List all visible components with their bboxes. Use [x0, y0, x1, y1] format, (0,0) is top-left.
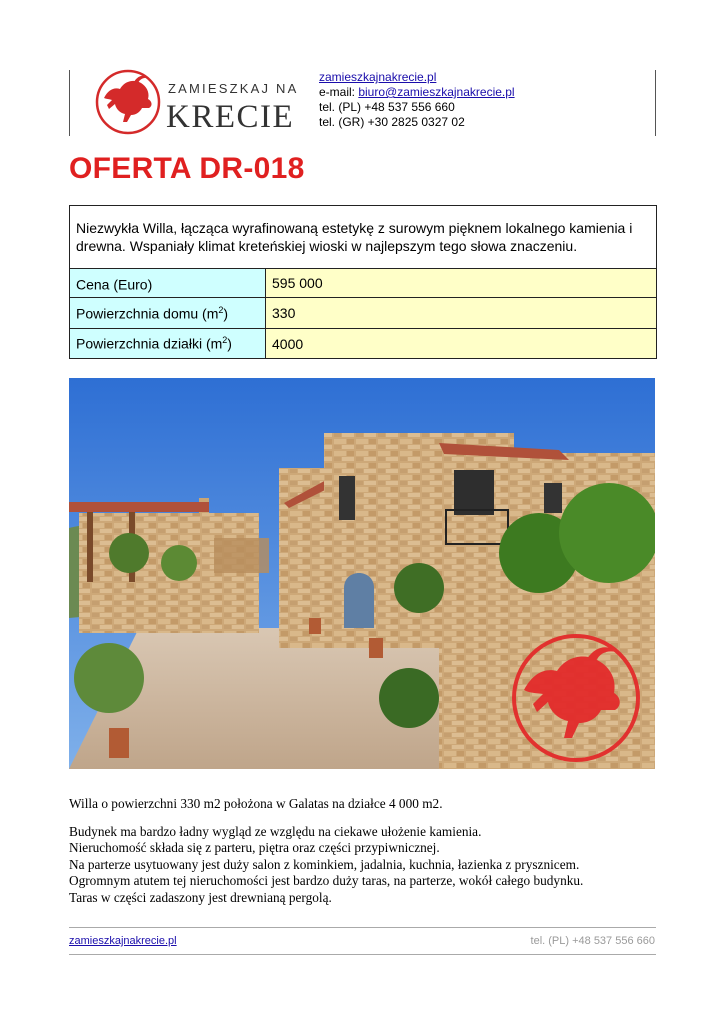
footer-website-link[interactable]: zamieszkajnakrecie.pl: [69, 935, 177, 947]
website-link[interactable]: zamieszkajnakrecie.pl: [319, 70, 437, 84]
contact-block: [319, 70, 515, 130]
phone-gr: tel. (GR) +30 2825 0327 02: [319, 115, 465, 129]
email-link[interactable]: biuro@zamieszkajnakrecie.pl: [358, 85, 515, 99]
footer-rule-top: [69, 927, 656, 928]
footer-phone: tel. (PL) +48 537 556 660: [530, 935, 655, 947]
row-value: 4000: [266, 329, 657, 359]
right-rule: [655, 70, 656, 136]
body-paragraph-1: Willa o powierzchni 330 m2 położona w Galatas na działce 4 000 m2.: [69, 796, 443, 811]
row-value: 330: [266, 298, 657, 329]
footer-rule-bottom: [69, 954, 656, 955]
left-rule: [69, 70, 70, 136]
body-line: Nieruchomość składa się z parteru, piętra oraz części przypiwnicznej.: [69, 840, 440, 856]
offer-description: Niezwykła Willa, łącząca wyrafinowaną estetykę z surowym pięknem lokalnego kamienia i drewna. Wspaniały klimat kreteńskiej wioski w najlepszym tego słowa znaczeniu.: [70, 206, 657, 269]
bull-emblem-icon: [97, 71, 159, 133]
row-label: Powierzchnia domu $(m^2)$: [70, 298, 266, 329]
body-line: Taras w części zadaszony jest drewnianą pergolą.: [69, 889, 332, 905]
row-label: Cena (Euro): [70, 269, 266, 298]
offer-title: OFERTA DR-018: [69, 152, 305, 185]
body-line: Na parterze usytuowany jest duży salon z kominkiem, jadalnia, kuchnia, łazienka z prysznicem.: [69, 856, 580, 872]
body-line: Ogromnym atutem tej nieruchomości jest bardzo duży taras, na parterze, wokół całego budynku.: [69, 873, 584, 889]
logo-text-top: ZAMIESZKAJ NA: [168, 81, 299, 96]
body-paragraph-2: [69, 824, 583, 906]
phone-pl: tel. (PL) +48 537 556 660: [319, 100, 455, 114]
email-label: e-mail:: [319, 85, 359, 99]
body-line: Budynek ma bardzo ładny wygląd ze względu na ciekawe ułożenie kamienia.: [69, 824, 482, 839]
offer-table: [69, 205, 657, 359]
row-value: 595 000: [266, 269, 657, 298]
villa-photo: [69, 378, 655, 769]
logo-text-bottom: KRECIE: [166, 99, 295, 135]
table-row: [70, 298, 657, 329]
table-row: [70, 329, 657, 359]
row-label: Powierzchnia działki $(m^2)$: [70, 329, 266, 359]
company-logo: [94, 68, 302, 136]
table-row: [70, 269, 657, 298]
